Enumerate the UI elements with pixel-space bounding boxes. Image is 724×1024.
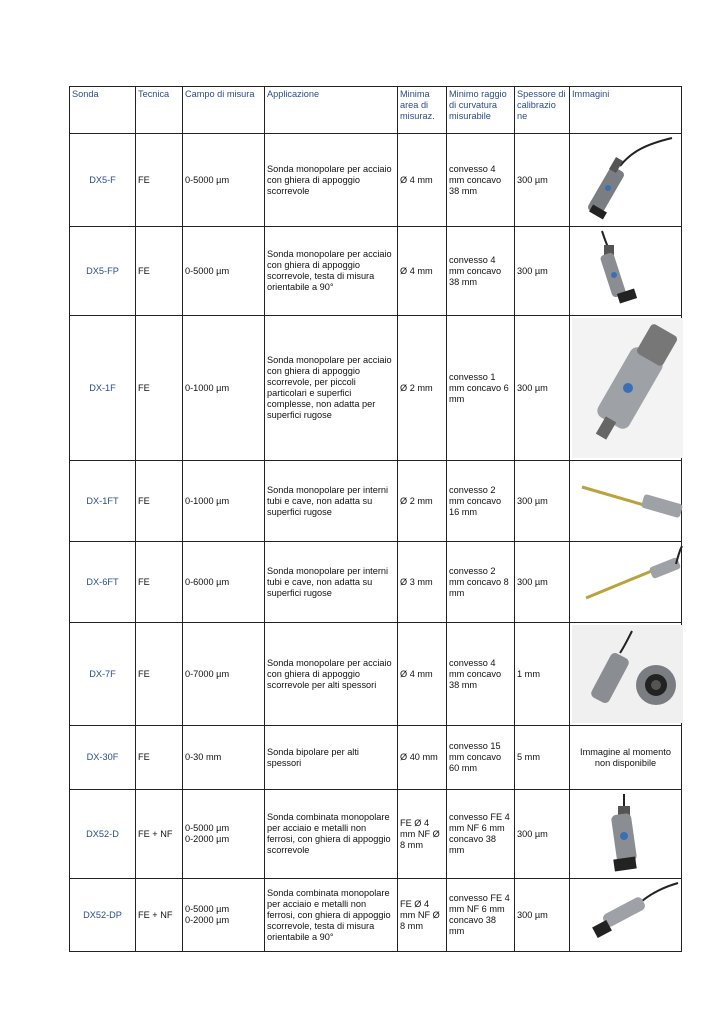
image-unavailable-text: Immagine al momento non disponibile [570,726,682,790]
probe-applicazione: Sonda monopolare per acciaio con ghiera di appoggio scorrevole, per piccoli particolari e superfici complesse, non adatta per superfici rugose [265,316,398,461]
probe-area: Ø 2 mm [398,461,447,542]
probe-campo: 0-5000 µm [183,134,265,227]
probe-spessore: 300 µm [515,461,570,542]
probe-dx1f-image [572,318,683,458]
table-row [70,461,682,542]
probe-spessore: 300 µm [515,542,570,623]
probe-raggio: convesso 15 mm concavo 60 mm [447,726,515,790]
probe-code: DX-1FT [70,461,136,542]
probe-image [570,790,682,879]
probe-image [570,461,682,542]
probe-applicazione: Sonda monopolare per interni tubi e cave, non adatta su superfici rugose [265,542,398,623]
header-tecnica: Tecnica [136,87,183,134]
probe-raggio: convesso 2 mm concavo 8 mm [447,542,515,623]
probe-campo: 0-7000 µm [183,623,265,726]
probe-code: DX52-DP [70,879,136,952]
probe-tecnica: FE [136,623,183,726]
probe-campo: 0-1000 µm [183,461,265,542]
probe-campo-fe: 0-5000 µm [185,904,230,914]
probe-image [570,316,682,461]
table-row [70,542,682,623]
probe-tecnica: FE [136,227,183,316]
probe-code: DX-1F [70,316,136,461]
probe-image [570,879,682,952]
probe-dx5fp-image [572,229,683,313]
probe-campo: 0-30 mm [183,726,265,790]
probe-raggio: convesso FE 4 mm NF 6 mm concavo 38 mm [447,790,515,879]
probe-area: FE Ø 4 mm NF Ø 8 mm [398,790,447,879]
probe-raggio: convesso 4 mm concavo 38 mm [447,134,515,227]
probe-image [570,623,682,726]
probe-spessore: 300 µm [515,879,570,952]
probe-code: DX-6FT [70,542,136,623]
header-applicazione: Applicazione [265,87,398,134]
probe-image [570,542,682,623]
probe-applicazione: Sonda monopolare per interni tubi e cave, non adatta su superfici rugose [265,461,398,542]
probe-image [570,134,682,227]
header-sonda: Sonda [70,87,136,134]
probe-spessore: 1 mm [515,623,570,726]
probe-area: Ø 2 mm [398,316,447,461]
header-raggio: Minimo raggio di curvatura misurabile [447,87,515,134]
probe-campo: 0-1000 µm [183,316,265,461]
probe-applicazione: Sonda monopolare per acciaio con ghiera di appoggio scorrevole per alti spessori [265,623,398,726]
probe-raggio: convesso 1 mm concavo 6 mm [447,316,515,461]
probe-applicazione: Sonda combinata monopolare per acciaio e metalli non ferrosi, con ghiera di appoggio scorrevole [265,790,398,879]
probe-spessore: 300 µm [515,227,570,316]
probe-dx5f-image [572,136,683,224]
header-immagini: Immagini [570,87,682,134]
probe-campo-fe: 0-5000 µm [185,823,230,833]
probe-dx52d-image [572,792,683,876]
probe-tecnica: FE + NF [136,790,183,879]
table-row [70,726,682,790]
probe-campo-nf: 0-2000 µm [185,834,230,844]
probe-area: Ø 4 mm [398,227,447,316]
header-area: Minima area di misuraz. [398,87,447,134]
probe-tecnica: FE [136,542,183,623]
table-header-row [70,87,682,134]
probe-campo [183,790,265,879]
table-row [70,316,682,461]
probe-spessore: 300 µm [515,790,570,879]
probe-tecnica: FE [136,726,183,790]
probe-dx1ft-image [572,463,683,539]
probe-applicazione: Sonda monopolare per acciaio con ghiera di appoggio scorrevole, testa di misura orientabile a 90° [265,227,398,316]
probe-tecnica: FE [136,134,183,227]
table-row [70,790,682,879]
table-row [70,227,682,316]
probe-tecnica: FE + NF [136,879,183,952]
probe-spec-table [69,86,682,952]
probe-dx7f-image [572,625,683,723]
probe-applicazione: Sonda monopolare per acciaio con ghiera di appoggio scorrevole [265,134,398,227]
probe-raggio: convesso FE 4 mm NF 6 mm concavo 38 mm [447,879,515,952]
table-row [70,879,682,952]
probe-campo: 0-5000 µm [183,227,265,316]
probe-raggio: convesso 4 mm concavo 38 mm [447,623,515,726]
table-row [70,134,682,227]
probe-applicazione: Sonda combinata monopolare per acciaio e metalli non ferrosi, con ghiera di appoggio scorrevole, testa di misura orientabile a 90° [265,879,398,952]
probe-applicazione: Sonda bipolare per alti spessori [265,726,398,790]
probe-code: DX52-D [70,790,136,879]
probe-area: Ø 4 mm [398,623,447,726]
probe-tecnica: FE [136,461,183,542]
probe-raggio: convesso 2 mm concavo 16 mm [447,461,515,542]
probe-area: FE Ø 4 mm NF Ø 8 mm [398,879,447,952]
header-campo: Campo di misura [183,87,265,134]
probe-code: DX-30F [70,726,136,790]
probe-code: DX-7F [70,623,136,726]
probe-area: Ø 3 mm [398,542,447,623]
probe-area: Ø 40 mm [398,726,447,790]
probe-image [570,227,682,316]
header-spessore: Spessore di calibrazio ne [515,87,570,134]
probe-code: DX5-FP [70,227,136,316]
probe-spessore: 300 µm [515,316,570,461]
probe-dx6ft-image [572,544,683,620]
probe-raggio: convesso 4 mm concavo 38 mm [447,227,515,316]
probe-tecnica: FE [136,316,183,461]
probe-dx52dp-image [572,881,683,949]
probe-area: Ø 4 mm [398,134,447,227]
probe-campo: 0-6000 µm [183,542,265,623]
probe-spessore: 5 mm [515,726,570,790]
probe-campo [183,879,265,952]
probe-spessore: 300 µm [515,134,570,227]
probe-code: DX5-F [70,134,136,227]
probe-campo-nf: 0-2000 µm [185,915,230,925]
table-row [70,623,682,726]
